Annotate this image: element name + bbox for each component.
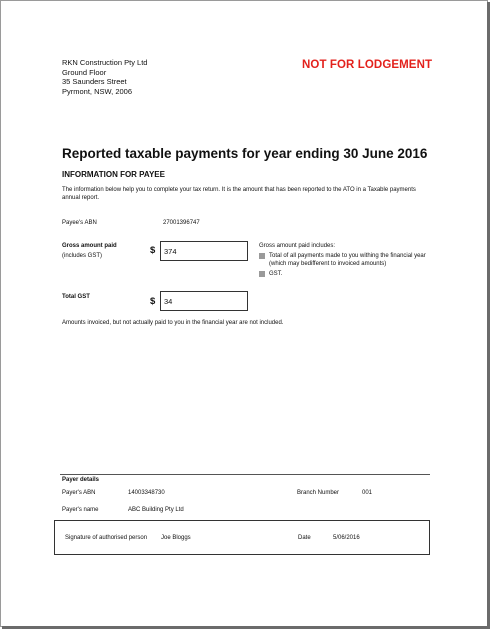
payer-abn-value: 14003348730 [128, 490, 165, 496]
list-item [259, 270, 429, 278]
signature-label: Signature of authorised person [65, 535, 148, 541]
payer-name-value: ABC Building Pty Ltd [128, 507, 184, 513]
gross-includes-list [259, 242, 429, 278]
date-value: 5/06/2016 [333, 535, 360, 541]
gross-amount-label: Gross amount paid [62, 243, 117, 249]
total-gst-label: Total GST [62, 294, 90, 300]
payer-details-heading: Payer details [62, 477, 100, 483]
not-included-note: Amounts invoiced, but not actually paid to you in the financial year are not included. [62, 320, 284, 326]
not-for-lodgement-label: NOT FOR LODGEMENT [302, 59, 433, 71]
gst-currency-symbol: $ [150, 296, 156, 307]
bullet-square-icon [259, 253, 265, 259]
list-item-text: GST. [269, 271, 283, 277]
signature-value: Joe Bloggs [161, 535, 191, 541]
payee-abn-value: 27001396747 [163, 220, 200, 226]
gross-amount-field [160, 241, 248, 261]
payer-name-label: Payer's name [62, 507, 99, 513]
branch-number-label: Branch Number [297, 490, 340, 496]
payee-abn-label: Payee's ABN [62, 220, 97, 226]
gross-includes-heading: Gross amount paid includes: [259, 243, 336, 249]
sender-address-line-3: Pyrmont, NSW, 2006 [62, 86, 133, 96]
payer-abn-label: Payer's ABN [62, 490, 96, 496]
sender-company: RKN Construction Pty Ltd [62, 58, 148, 67]
list-item [259, 252, 429, 268]
total-gst-value: 34 [164, 296, 173, 306]
date-label: Date [298, 535, 311, 541]
gross-amount-value: 374 [164, 246, 177, 256]
gross-currency-symbol: $ [150, 245, 156, 256]
sender-address-line-1: Ground Floor [62, 67, 107, 77]
list-item-text: Total of all payments made to you withing the financial year (which may bedifferent to invoiced amounts) [269, 253, 426, 267]
gross-amount-sublabel: (includes GST) [62, 253, 103, 259]
intro-text: The information below help you to complete your tax return. It is the amount that has been reported to the ATO in a Taxable payments annual report. [62, 187, 416, 201]
page-title: Reported taxable payments for year ending 30 June 2016 [62, 146, 428, 161]
sender-address [62, 58, 147, 96]
section-heading: INFORMATION FOR PAYEE [62, 170, 165, 179]
branch-number-value: 001 [362, 490, 373, 496]
payer-divider [60, 474, 430, 475]
total-gst-field [160, 291, 248, 311]
bullet-square-icon [259, 271, 265, 277]
sender-address-line-2: 35 Saunders Street [62, 77, 127, 86]
